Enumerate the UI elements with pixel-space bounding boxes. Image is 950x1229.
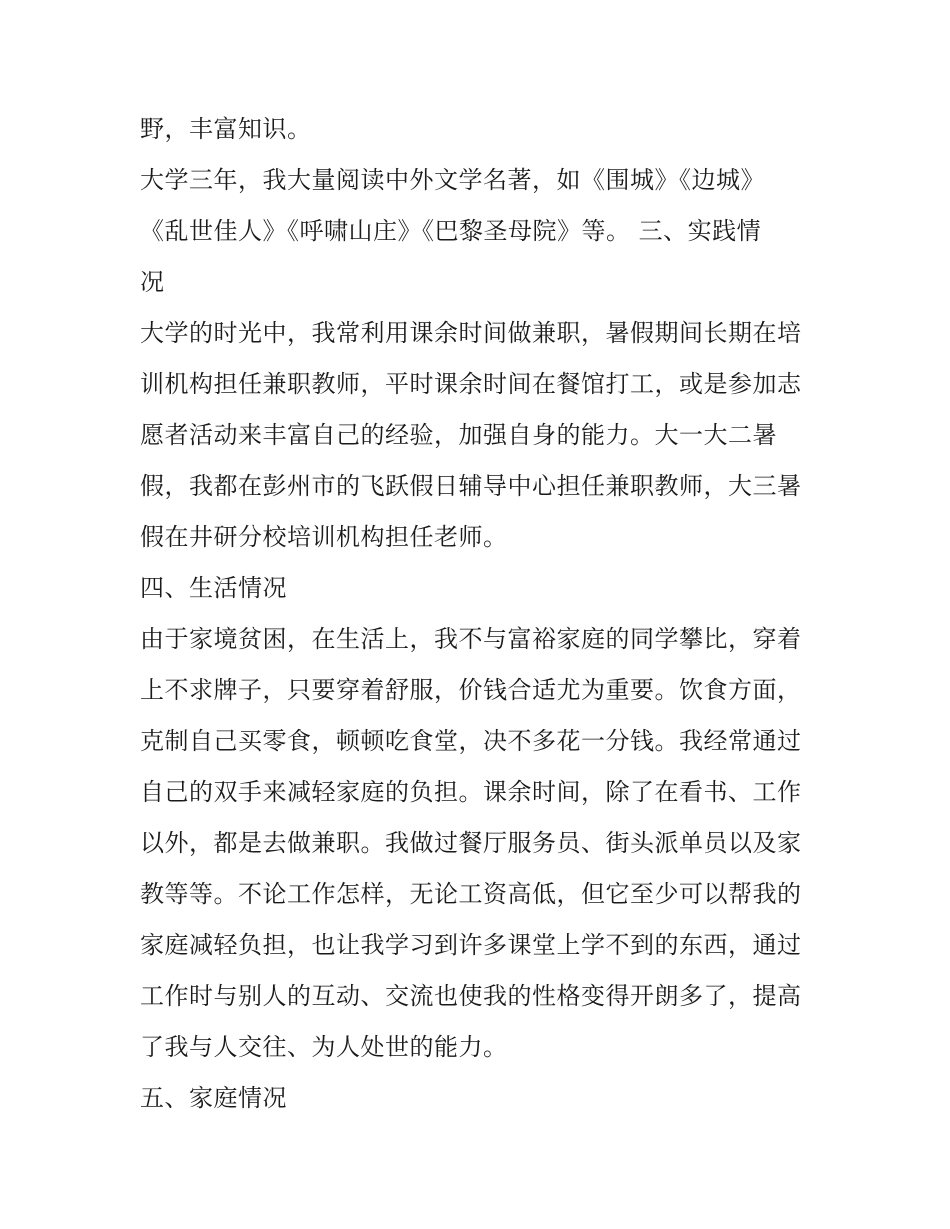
text-line: 大学三年，我大量阅读中外文学名著，如《围城》《边城》 — [140, 166, 765, 194]
text-line: 大学的时光中，我常利用课余时间做兼职，暑假期间长期在培 — [140, 319, 802, 347]
text-line: 上不求牌子，只要穿着舒服，价钱合适尤为重要。饮食方面， — [140, 676, 802, 704]
text-line: 以外，都是去做兼职。我做过餐厅服务员、街头派单员以及家 — [140, 829, 802, 857]
section-heading: 四、生活情况 — [140, 574, 287, 602]
text-line: 自己的双手来减轻家庭的负担。课余时间，除了在看书、工作 — [140, 778, 802, 806]
text-line: 工作时与别人的互动、交流也使我的性格变得开朗多了，提高 — [140, 982, 802, 1010]
text-line: 家庭减轻负担，也让我学习到许多课堂上学不到的东西，通过 — [140, 931, 802, 959]
text-line: 《乱世佳人》《呼啸山庄》《巴黎圣母院》等。 三、实践情 — [140, 217, 762, 245]
text-line: 况 — [140, 268, 165, 296]
text-line: 假，我都在彭州市的飞跃假日辅导中心担任兼职教师，大三暑 — [140, 472, 802, 500]
text-line: 教等等。不论工作怎样，无论工资高低，但它至少可以帮我的 — [140, 880, 802, 908]
section-heading: 五、家庭情况 — [140, 1084, 287, 1112]
text-line: 训机构担任兼职教师，平时课余时间在餐馆打工，或是参加志 — [140, 370, 802, 398]
text-line: 野，丰富知识。 — [140, 115, 312, 143]
text-line: 由于家境贫困，在生活上，我不与富裕家庭的同学攀比，穿着 — [140, 625, 802, 653]
text-line: 了我与人交往、为人处世的能力。 — [140, 1033, 508, 1061]
text-line: 克制自己买零食，顿顿吃食堂，决不多花一分钱。我经常通过 — [140, 727, 802, 755]
text-line: 愿者活动来丰富自己的经验，加强自身的能力。大一大二暑 — [140, 421, 777, 449]
text-line: 假在井研分校培训机构担任老师。 — [140, 523, 508, 551]
